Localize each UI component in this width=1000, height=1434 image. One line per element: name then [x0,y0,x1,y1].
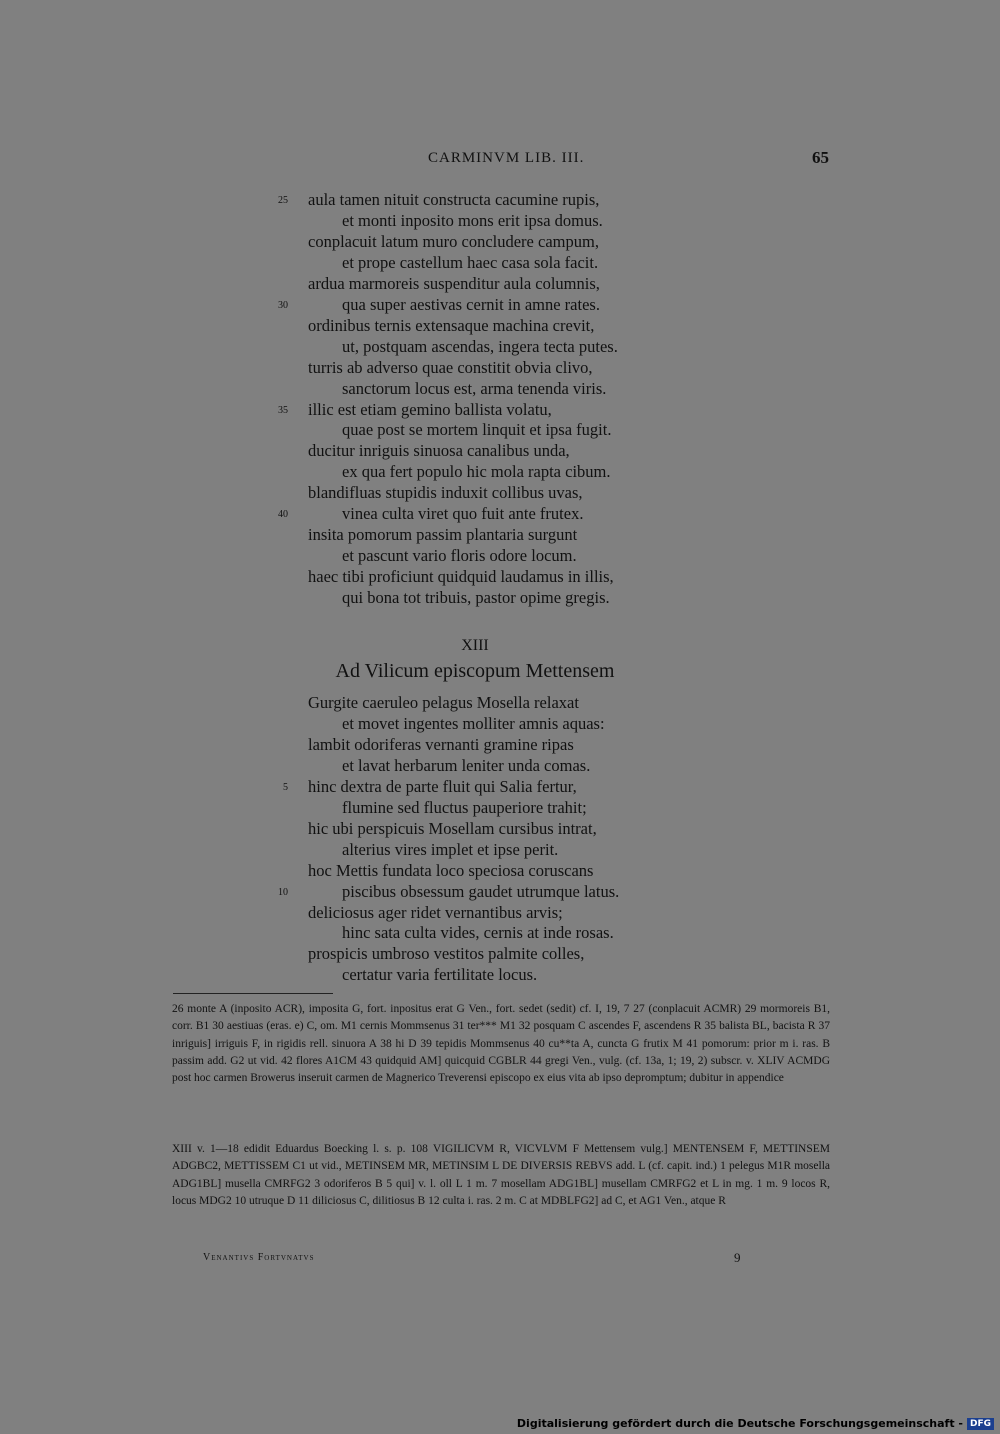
line-number: 35 [278,404,288,416]
page-header [0,150,1000,174]
verse-line: ardua marmoreis suspenditur aula columnis, [308,273,600,293]
section-number: XIII [461,637,489,654]
verse-line: deliciosus ager ridet vernantibus arvis; [308,902,563,922]
footer-author: Venantivs Fortvnatvs [203,1252,315,1263]
line-number: 25 [278,195,288,206]
verse-line: et lavat herbarum leniter unda comas. [342,755,591,775]
verse-line: Gurgite caeruleo pelagus Mosella relaxat [308,693,579,712]
dfg-logo: DFG [967,1418,994,1430]
verse-line: turris ab adverso quae constitit obvia clivo, [308,357,593,377]
verse-line: ut, postquam ascendas, ingera tecta putes. [342,336,618,356]
section-title: Ad Vilicum episcopum Mettensem [335,660,615,682]
critical-apparatus-1: 26 monte A (inposito ACR), imposita G, fort. inpositus erat G Ven., fort. sedet (sedit) cf. I, 19, 7 27 (conplacuit ACMR) 29 mormoreis B1, corr. B1 30 aestiuas (eras. e) C, om. M1 cernis Mommsenus 31 ter*** M1 32 posquam C ascendes F, ascendens R 35 balista BL, bacista R 37 inriguis] irriguis F, in rigidis rell. sinuora A 38 hi D 39 tepidis Mommsenus 40 cu**ta A, cuncta G frutix M 41 pomorum: prior m i. ras. B passim add. G2 ut vid. 42 flores A1CM 43 quidquid AM] quicquid CGBLR 44 gregi Ven., vulg. (cf. 13a, 1; 19, 2) subscr. v. XLIV ACMDG post hoc carmen Browerus inseruit carmen de Magnerico Treverensi episcopo ex eius vita ab ipso depromptum; dubitur in appendice [172,1003,830,1085]
verse-line: aula tamen nituit constructa cacumine rupis, [308,190,600,209]
verse-line: hoc Mettis fundata loco speciosa coruscans [308,860,594,880]
line-number: 30 [278,299,288,311]
verse-line: qui bona tot tribuis, pastor opime gregis. [342,588,610,608]
verse-line: blandifluas stupidis induxit collibus uvas, [308,483,583,503]
verse-line: qua super aestivas cernit in amne rates. [342,294,600,314]
running-title: CARMINVM LIB. III. [428,150,585,166]
verse-line: hinc dextra de parte fluit qui Salia fertur, [308,776,577,796]
critical-apparatus-2: XIII v. 1—18 edidit Eduardus Boecking l. s. p. 108 VIGILICVM R, VICVLVM F Mettensem vulg.] MENTENSEM F, METTINSEM ADGBC2, METTISSEM C1 ut vid., METINSEM MR, METINSIM L DE DIVERSIS REBVS add. L (cf. capit. ind.) 1 pelegus M1R mosella ADG1BL] musella CMRFG2 3 odoriferos B 5 qui] v. l. oll L 1 m. 7 mosellam ADG1BL] musellam CMRFG2 et L in mg. 1 m. 9 locos R, locus MDG2 10 utruque D 11 diliciosus C, dilitiosus B 12 culta i. ras. 2 m. C at MDBLFG2] ad C, et AG1 Ven., atque R [172,1143,830,1207]
verse-line: hic ubi perspicuis Mosellam cursibus intrat, [308,818,597,838]
line-number: 5 [283,781,288,793]
verse-line: lambit odoriferas vernanti gramine ripas [308,734,574,754]
verse-line: insita pomorum passim plantaria surgunt [308,525,578,545]
verse-line: ex qua fert populo hic mola rapta cibum. [342,462,611,482]
verse-line: et movet ingentes molliter amnis aquas: [342,713,605,733]
verse-line: prospicis umbroso vestitos palmite colles, [308,944,585,964]
verse-line: quae post se mortem linquit et ipsa fugit. [342,420,612,440]
verse-line: alterius vires implet et ipse perit. [342,839,559,859]
verse-line: et pascunt vario floris odore locum. [342,546,577,566]
verse-line: piscibus obsessum gaudet utrumque latus. [342,881,620,901]
verse-line: et prope castellum haec casa sola facit. [342,252,599,272]
line-number: 40 [278,509,288,521]
verse-line: vinea culta viret quo fuit ante frutex. [342,504,584,524]
verse-line: conplacuit latum muro concludere campum, [308,231,599,251]
verse-line: ducitur inriguis sinuosa canalibus unda, [308,441,570,461]
verse-line: ordinibus ternis extensaque machina crevit, [308,315,595,335]
verse-line: sanctorum locus est, arma tenenda viris. [342,378,607,398]
footnote-divider [173,993,333,994]
verse-line: illic est etiam gemino ballista volatu, [308,399,552,419]
funding-note: Digitalisierung gefördert durch die Deutsche Forschungsgemeinschaft - [516,1417,963,1430]
signature-mark: 9 [734,1250,741,1265]
verse-line: haec tibi proficiunt quidquid laudamus in illis, [308,567,614,587]
verse-line: flumine sed fluctus pauperiore trahit; [342,797,587,817]
verse-line: hinc sata culta vides, cernis at inde rosas. [342,923,614,943]
funding-bar [517,1417,994,1430]
page-number: 65 [812,148,829,167]
verse-line: certatur varia fertilitate locus. [342,965,538,985]
line-number: 10 [278,886,288,898]
verse-line: et monti inposito mons erit ipsa domus. [342,210,603,230]
